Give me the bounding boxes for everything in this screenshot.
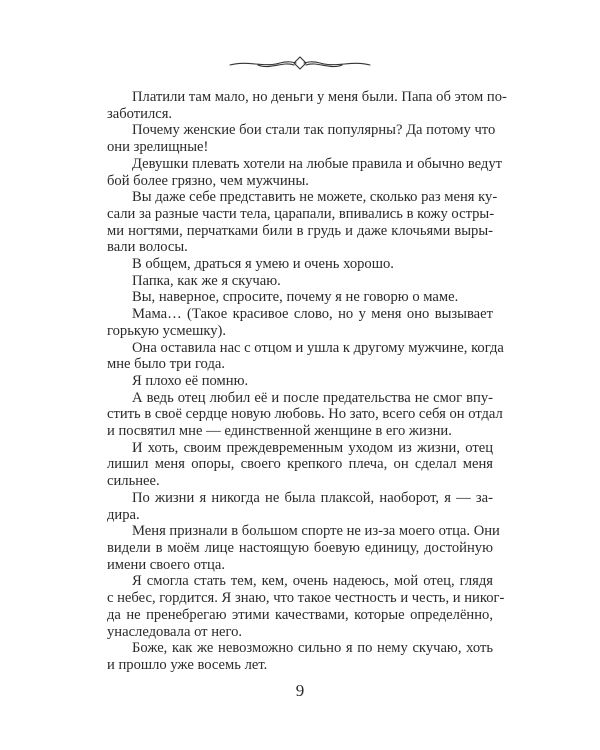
text-line: По жизни я никогда не была плаксой, наоборот, я — за- bbox=[132, 489, 493, 506]
text-line: заботился. bbox=[107, 105, 173, 122]
text-line: Почему женские бои стали так популярны? Да потому что bbox=[132, 122, 496, 139]
text-line: они зрелищные! bbox=[107, 139, 209, 156]
text-line: сали за разные части тела, царапали, впивались в кожу остры- bbox=[107, 205, 495, 222]
paragraph bbox=[107, 490, 493, 523]
paragraph bbox=[107, 289, 493, 306]
text-line: Платили там мало, но деньги у меня были. Папа об этом по- bbox=[132, 89, 507, 105]
paragraph bbox=[107, 89, 507, 122]
paragraph bbox=[107, 256, 493, 273]
text-line: Девушки плевать хотели на любые правила и обычно ведут bbox=[132, 155, 503, 172]
paragraph bbox=[107, 155, 503, 189]
text-line: Папка, как же я скучаю. bbox=[132, 272, 281, 289]
text-line: лишил меня опоры, своего крепкого плеча, он сделал меня bbox=[107, 456, 493, 473]
text-line: Я плохо её помню. bbox=[132, 372, 249, 389]
text-line: Меня признали в большом спорте не из-за моего отца. Они bbox=[132, 523, 500, 540]
text-line: Вы даже себе представить не можете, сколько раз меня ку- bbox=[132, 189, 498, 206]
text-line: В общем, драться я умею и очень хорошо. bbox=[132, 256, 394, 273]
text-line: да не пренебрегаю этими качествами, которые определённо, bbox=[107, 606, 493, 623]
text-line: Я смогла стать тем, кем, очень надеюсь, мой отец, глядя bbox=[132, 573, 493, 590]
paragraph bbox=[107, 122, 496, 156]
paragraph bbox=[107, 440, 493, 490]
text-line: Мама… (Такое красивое слово, но у меня оно вызывает bbox=[132, 306, 493, 323]
text-line: А ведь отец любил её и после предательства не смог впу- bbox=[132, 389, 493, 406]
text-line: и посвятил мне — единственной женщине в его жизни. bbox=[107, 423, 452, 440]
text-line: видели в моём лице настоящую боевую единицу, достойную bbox=[107, 539, 493, 556]
text-line: Вы, наверное, спросите, почему я не говорю о маме. bbox=[132, 289, 459, 306]
text-line: дира. bbox=[107, 506, 140, 523]
text-line: бой более грязно, чем мужчины. bbox=[107, 172, 309, 189]
body-text bbox=[107, 89, 507, 674]
text-line: имени своего отца. bbox=[107, 556, 225, 573]
paragraph bbox=[107, 339, 504, 373]
text-line: Боже, как же невозможно сильно я по нему скучаю, хоть bbox=[132, 640, 493, 657]
page-number: 9 bbox=[295, 681, 305, 700]
text-line: Она оставила нас с отцом и ушла к другому мужчине, когда bbox=[132, 339, 504, 356]
paragraph bbox=[107, 523, 500, 573]
text-line: стить в своё сердце новую любовь. Но зато, всего себя он отдал bbox=[107, 406, 503, 423]
paragraph bbox=[107, 640, 493, 673]
text-line: ми ногтями, перчатками били в грудь и даже клочьями выры- bbox=[107, 222, 493, 239]
text-line: и прошло уже восемь лет. bbox=[107, 656, 268, 673]
text-line: И хоть, своим преждевременным уходом из жизни, отец bbox=[132, 439, 493, 456]
text-line: горькую усмешку). bbox=[107, 322, 227, 339]
flourish-divider-icon bbox=[228, 52, 372, 74]
text-line: сильнее. bbox=[107, 473, 160, 490]
paragraph bbox=[107, 273, 493, 290]
text-line: вали волосы. bbox=[107, 239, 188, 256]
paragraph bbox=[107, 306, 493, 339]
paragraph bbox=[107, 373, 493, 390]
paragraph bbox=[107, 189, 498, 256]
paragraph bbox=[107, 573, 505, 640]
text-line: с небес, гордится. Я знаю, что такое честность и честь, и никог- bbox=[107, 590, 505, 607]
text-line: мне было три года. bbox=[107, 356, 225, 373]
paragraph bbox=[107, 389, 503, 440]
text-line: унаследовала от него. bbox=[107, 623, 243, 640]
